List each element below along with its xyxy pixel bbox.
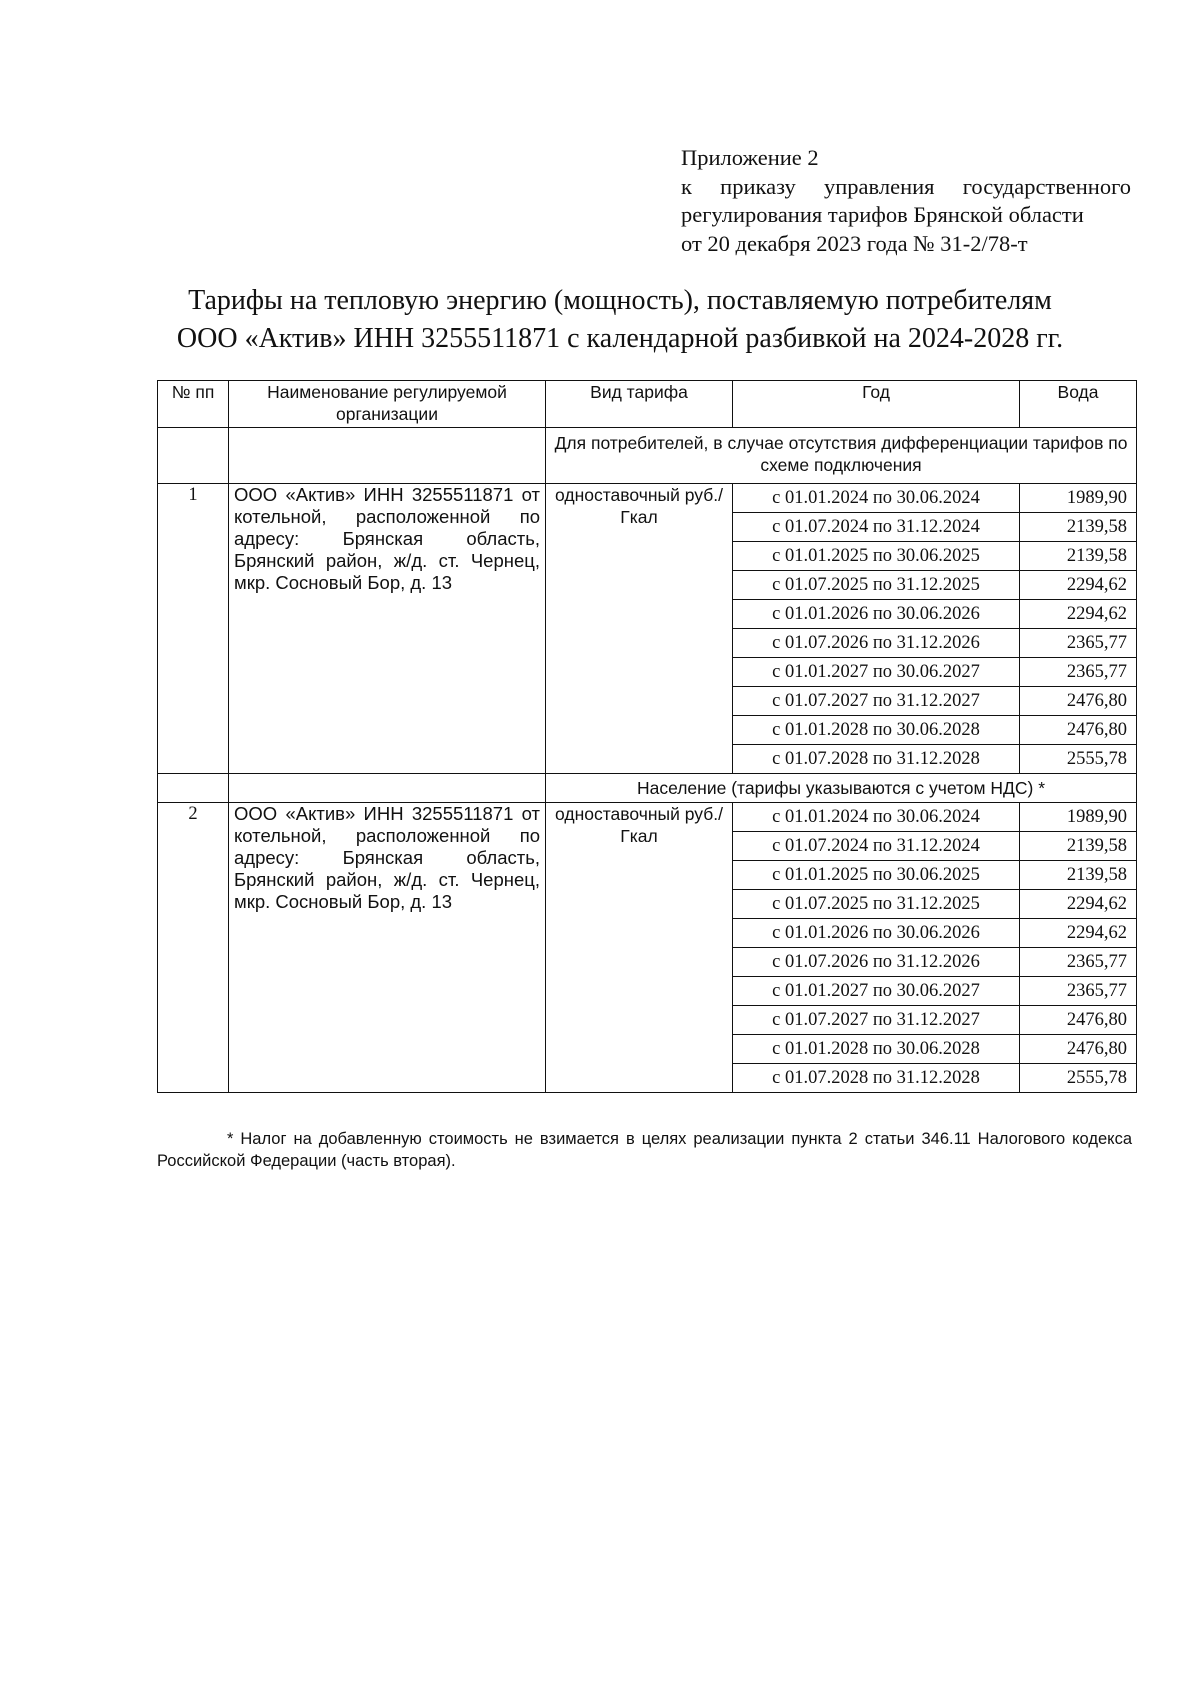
water-value-cell: 2365,77 xyxy=(1020,948,1137,977)
water-value-cell: 2139,58 xyxy=(1020,542,1137,571)
period-cell: с 01.01.2024 по 30.06.2024 xyxy=(733,484,1020,513)
header-water: Вода xyxy=(1020,381,1137,428)
tariff-type: одноставочный руб./Гкал xyxy=(546,803,733,1093)
group-header-row xyxy=(158,428,1137,484)
title-line: ООО «Актив» ИНН 3255511871 с календарной разбивкой на 2024-2028 гг. xyxy=(176,323,1064,354)
title-line: Тарифы на тепловую энергию (мощность), поставляемую потребителям xyxy=(188,285,1052,316)
period-cell: с 01.01.2025 по 30.06.2025 xyxy=(733,542,1020,571)
period-cell: с 01.01.2024 по 30.06.2024 xyxy=(733,803,1020,832)
period-cell: с 01.01.2025 по 30.06.2025 xyxy=(733,861,1020,890)
empty-cell xyxy=(229,428,546,484)
annex-title: Приложение 2 xyxy=(681,145,819,170)
empty-cell xyxy=(158,428,229,484)
period-cell: с 01.01.2026 по 30.06.2026 xyxy=(733,919,1020,948)
period-cell: с 01.01.2026 по 30.06.2026 xyxy=(733,600,1020,629)
period-cell: с 01.01.2027 по 30.06.2027 xyxy=(733,658,1020,687)
header-org: Наименование регулируемой организации xyxy=(229,381,546,428)
water-value-cell: 2365,77 xyxy=(1020,977,1137,1006)
water-value-cell: 2476,80 xyxy=(1020,687,1137,716)
water-value-cell: 2365,77 xyxy=(1020,629,1137,658)
period-cell: с 01.07.2028 по 31.12.2028 xyxy=(733,1064,1020,1093)
water-value-cell: 2139,58 xyxy=(1020,832,1137,861)
organization-name: ООО «Актив» ИНН 3255511871 от котельной, расположенной по адресу: Брянская область, Брянский район, ж/д. ст. Чернец, мкр. Сосновый Бор, д. 13 xyxy=(229,803,546,1093)
table-row xyxy=(158,803,1137,832)
period-cell: с 01.01.2027 по 30.06.2027 xyxy=(733,977,1020,1006)
period-cell: с 01.07.2027 по 31.12.2027 xyxy=(733,687,1020,716)
period-cell: с 01.07.2026 по 31.12.2026 xyxy=(733,948,1020,977)
water-value-cell: 1989,90 xyxy=(1020,484,1137,513)
period-cell: с 01.07.2028 по 31.12.2028 xyxy=(733,745,1020,774)
table-header-row xyxy=(158,381,1137,428)
period-cell: с 01.01.2028 по 30.06.2028 xyxy=(733,1035,1020,1064)
water-value-cell: 2294,62 xyxy=(1020,890,1137,919)
annex-line: регулирования тарифов Брянской области xyxy=(681,202,1084,227)
annex-date-line: от 20 декабря 2023 года № 31-2/78-т xyxy=(681,230,1028,256)
header-tariff-type: Вид тарифа xyxy=(546,381,733,428)
tariff-type: одноставочный руб./Гкал xyxy=(546,484,733,774)
annex-block xyxy=(681,144,1131,258)
row-number: 2 xyxy=(158,803,229,1093)
water-value-cell: 2139,58 xyxy=(1020,861,1137,890)
water-value-cell: 2476,80 xyxy=(1020,716,1137,745)
period-cell: с 01.01.2028 по 30.06.2028 xyxy=(733,716,1020,745)
period-cell: с 01.07.2024 по 31.12.2024 xyxy=(733,832,1020,861)
period-cell: с 01.07.2027 по 31.12.2027 xyxy=(733,1006,1020,1035)
empty-cell xyxy=(229,774,546,803)
water-value-cell: 2139,58 xyxy=(1020,513,1137,542)
annex-line: к приказу управления государственного xyxy=(681,173,1131,199)
document-title xyxy=(150,282,1090,358)
table-row xyxy=(158,484,1137,513)
water-value-cell: 2294,62 xyxy=(1020,571,1137,600)
water-value-cell: 2555,78 xyxy=(1020,1064,1137,1093)
water-value-cell: 2555,78 xyxy=(1020,745,1137,774)
group1-label: Для потребителей, в случае отсутствия дифференциации тарифов по схеме подключения xyxy=(546,428,1137,484)
period-cell: с 01.07.2026 по 31.12.2026 xyxy=(733,629,1020,658)
water-value-cell: 2365,77 xyxy=(1020,658,1137,687)
empty-cell xyxy=(158,774,229,803)
period-cell: с 01.07.2024 по 31.12.2024 xyxy=(733,513,1020,542)
group2-label: Население (тарифы указываются с учетом НДС) * xyxy=(546,774,1137,803)
header-num: № пп xyxy=(158,381,229,428)
water-value-cell: 2476,80 xyxy=(1020,1006,1137,1035)
water-value-cell: 2476,80 xyxy=(1020,1035,1137,1064)
group-header-row xyxy=(158,774,1137,803)
tariffs-table xyxy=(157,380,1137,1093)
organization-name: ООО «Актив» ИНН 3255511871 от котельной, расположенной по адресу: Брянская область, Брянский район, ж/д. ст. Чернец, мкр. Сосновый Бор, д. 13 xyxy=(229,484,546,774)
water-value-cell: 2294,62 xyxy=(1020,600,1137,629)
header-year: Год xyxy=(733,381,1020,428)
water-value-cell: 2294,62 xyxy=(1020,919,1137,948)
period-cell: с 01.07.2025 по 31.12.2025 xyxy=(733,571,1020,600)
footnote: * Налог на добавленную стоимость не взимается в целях реализации пункта 2 статьи 346.11 Налогового кодекса Российской Федерации (часть вторая). xyxy=(157,1130,1132,1170)
row-number: 1 xyxy=(158,484,229,774)
water-value-cell: 1989,90 xyxy=(1020,803,1137,832)
period-cell: с 01.07.2025 по 31.12.2025 xyxy=(733,890,1020,919)
